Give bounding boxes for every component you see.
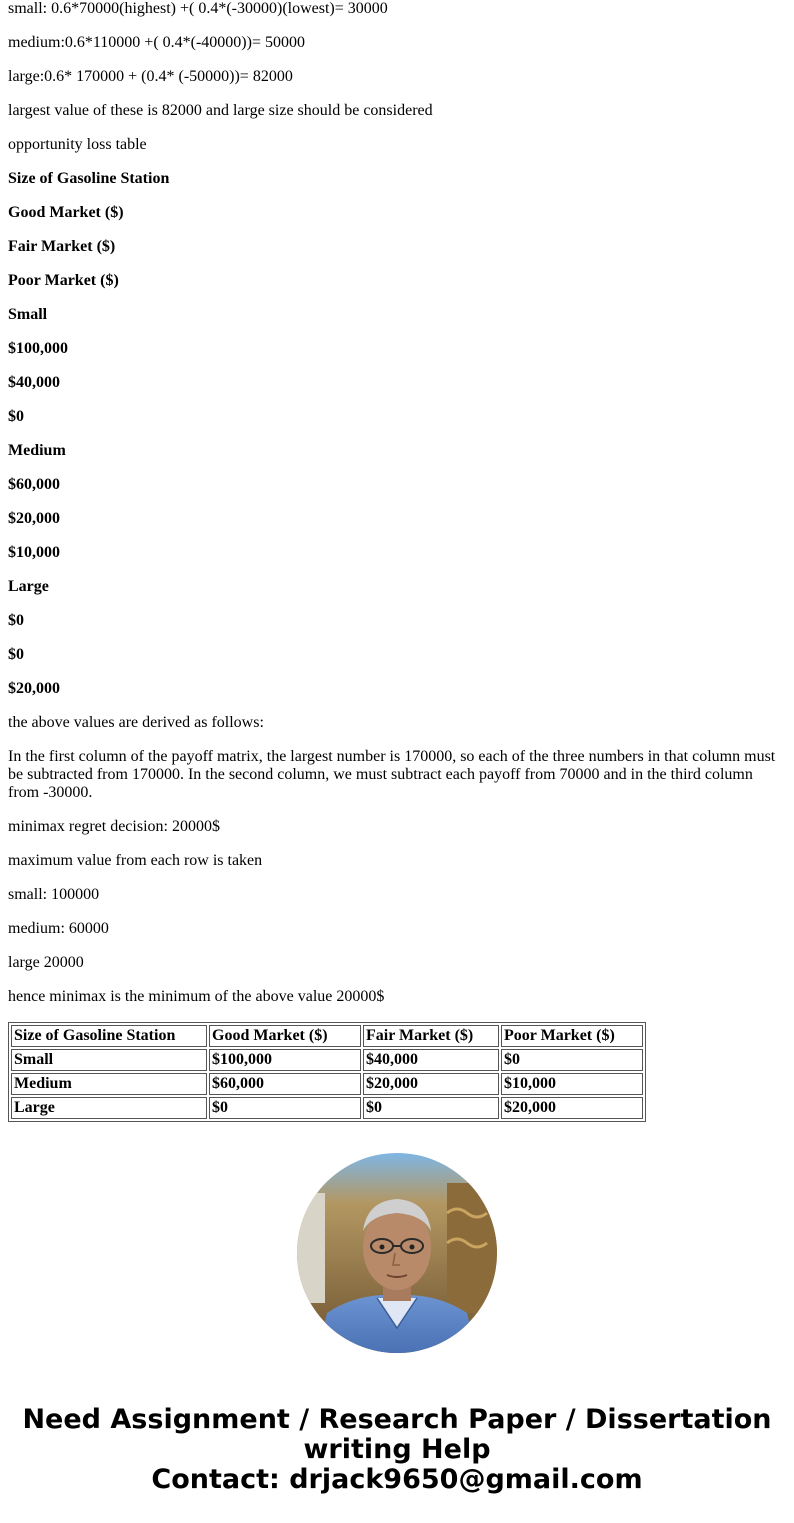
table-cell: $0 bbox=[209, 1097, 361, 1119]
bold-paragraph: $60,000 bbox=[8, 476, 60, 493]
table-cell: $20,000 bbox=[501, 1097, 643, 1119]
paragraph: medium: 60000 bbox=[8, 920, 109, 937]
paragraph: largest value of these is 82000 and large size should be considered bbox=[8, 102, 433, 119]
table-header-cell: Poor Market ($) bbox=[501, 1025, 643, 1047]
bold-paragraph: Size of Gasoline Station bbox=[8, 170, 170, 187]
bold-paragraph: Good Market ($) bbox=[8, 204, 124, 221]
bold-paragraph: $20,000 bbox=[8, 510, 60, 527]
bold-paragraph: Poor Market ($) bbox=[8, 272, 119, 289]
table-cell: $40,000 bbox=[363, 1049, 499, 1071]
promo-line: writing Help bbox=[303, 1434, 491, 1465]
table-header-row bbox=[11, 1025, 643, 1047]
table-header-cell: Fair Market ($) bbox=[363, 1025, 499, 1047]
table-cell: $0 bbox=[363, 1097, 499, 1119]
bold-paragraph: Medium bbox=[8, 442, 66, 459]
paragraph: In the first column of the payoff matrix, the largest number is 170000, so each of the three numbers in that column must be subtracted from 170000. In the second column, we must subtract each payoff from 70000 and in the third column from -30000. bbox=[8, 748, 776, 801]
table-cell: Large bbox=[11, 1097, 207, 1119]
table-cell: Medium bbox=[11, 1073, 207, 1095]
bold-paragraph: $10,000 bbox=[8, 544, 60, 561]
table-cell: $0 bbox=[501, 1049, 643, 1071]
paragraph: opportunity loss table bbox=[8, 136, 147, 153]
bold-paragraph: $0 bbox=[8, 612, 24, 629]
paragraph: large:0.6* 170000 + (0.4* (-50000))= 82000 bbox=[8, 68, 293, 85]
author-avatar bbox=[297, 1153, 497, 1353]
table-header-cell: Good Market ($) bbox=[209, 1025, 361, 1047]
table-row bbox=[11, 1049, 643, 1071]
bold-paragraph: Large bbox=[8, 578, 49, 595]
table-cell: Small bbox=[11, 1049, 207, 1071]
bold-paragraph: $40,000 bbox=[8, 374, 60, 391]
document-content bbox=[8, 0, 786, 1122]
table-header-cell: Size of Gasoline Station bbox=[11, 1025, 207, 1047]
paragraph: maximum value from each row is taken bbox=[8, 852, 263, 869]
promo-banner bbox=[0, 1405, 794, 1495]
bold-paragraph: Small bbox=[8, 306, 48, 323]
paragraph: hence minimax is the minimum of the above value 20000$ bbox=[8, 988, 385, 1005]
promo-contact: Contact: drjack9650@gmail.com bbox=[151, 1464, 643, 1495]
bold-paragraph: $0 bbox=[8, 408, 24, 425]
bold-paragraph: Fair Market ($) bbox=[8, 238, 116, 255]
paragraph: minimax regret decision: 20000$ bbox=[8, 818, 220, 835]
table-cell: $10,000 bbox=[501, 1073, 643, 1095]
bold-paragraph: $100,000 bbox=[8, 340, 68, 357]
paragraph: large 20000 bbox=[8, 954, 84, 971]
opportunity-loss-table bbox=[8, 1022, 646, 1122]
table-row bbox=[11, 1097, 643, 1119]
bold-paragraph: $0 bbox=[8, 646, 24, 663]
paragraph: medium:0.6*110000 +( 0.4*(-40000))= 50000 bbox=[8, 34, 305, 51]
paragraph: small: 0.6*70000(highest) +( 0.4*(-30000)(lowest)= 30000 bbox=[8, 0, 388, 17]
table-cell: $100,000 bbox=[209, 1049, 361, 1071]
promo-line: Need Assignment / Research Paper / Dissertation bbox=[22, 1404, 772, 1435]
table-cell: $20,000 bbox=[363, 1073, 499, 1095]
paragraph: small: 100000 bbox=[8, 886, 100, 903]
table-row bbox=[11, 1073, 643, 1095]
paragraph: the above values are derived as follows: bbox=[8, 714, 264, 731]
bold-paragraph: $20,000 bbox=[8, 680, 60, 697]
paragraph-list bbox=[8, 0, 786, 1006]
table-cell: $60,000 bbox=[209, 1073, 361, 1095]
person-portrait-icon bbox=[297, 1153, 497, 1353]
